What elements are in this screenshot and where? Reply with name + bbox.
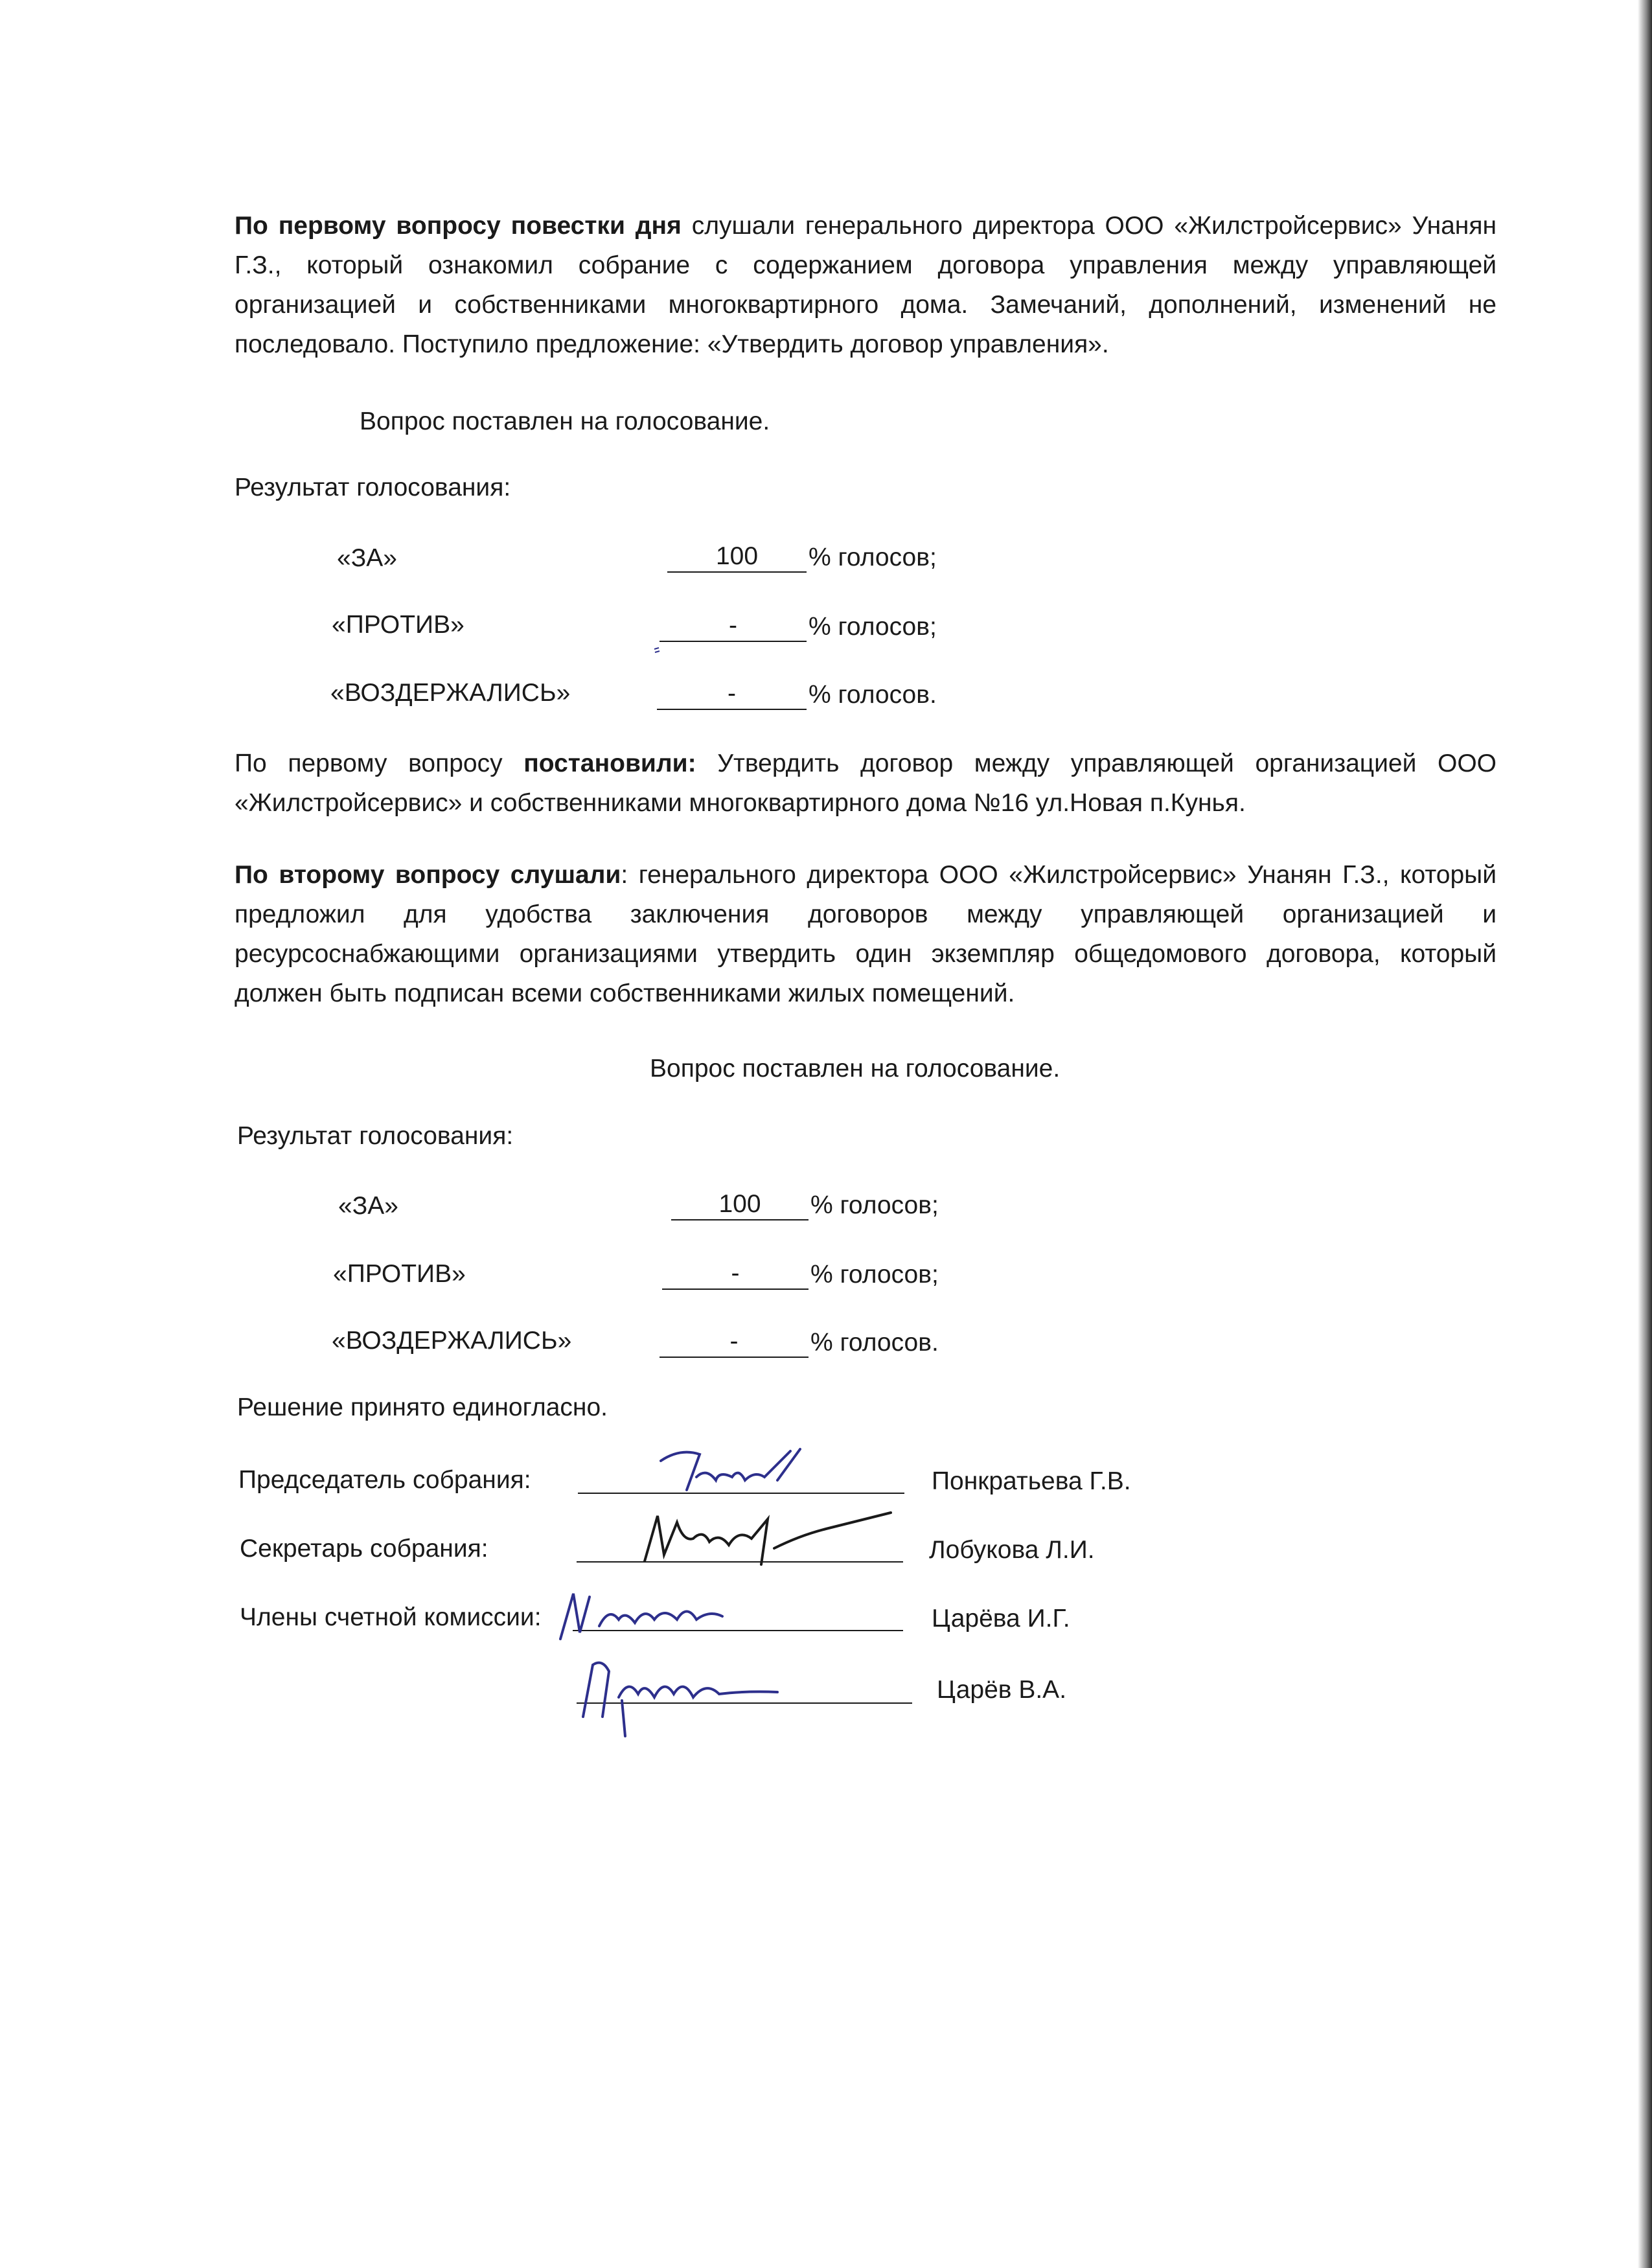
section2-vote-abstain-suffix: % голосов. [810,1329,939,1357]
section1-vote-against-label: «ПРОТИВ» [332,611,465,639]
section1-intro-text: слушали генерального директора ООО «Жилстройсервис» Унанян Г.З., который ознакомил собрание с содержанием договора управления между управляющей организацией и собственниками многоквартирного дома. Замечаний, дополнений, изменений не последовало. Поступило предложение: «Утвердить договор управления». [235,212,1497,358]
section1-vote-put: Вопрос поставлен на голосование. [360,407,770,435]
section2-intro-text: : генерального директора ООО «Жилстройсервис» Унанян Г.З., который предложил для удобства заключения договоров между управляющей организацией и ресурсоснабжающими организациями утвердить один экземпляр общедомового договора, который должен быть подписан всеми собственниками жилых помещений. [235,861,1497,1007]
section2-vote-abstain-label: «ВОЗДЕРЖАЛИСЬ» [332,1327,572,1355]
section1-decision-text: Утвердить договор между управляющей организацией ООО «Жилстройсервис» и собственниками многоквартирного дома №16 ул.Новая п.Кунья. [235,750,1497,817]
signature-name-commission-1: Царёва И.Г. [932,1605,1070,1632]
section1-vote-for-suffix: % голосов; [809,544,937,571]
section2-paragraph [235,855,1497,1013]
section1-result-title: Результат голосования: [235,474,511,501]
ink-dot [651,644,664,657]
section1-vote-abstain-label: «ВОЗДЕРЖАЛИСЬ» [330,679,571,707]
section2-unanimous: Решение принято единогласно. [237,1393,608,1421]
section1-intro-bold: По первому вопросу повестки дня [235,212,682,240]
signature-scribble-commission-1 [554,1581,748,1652]
section2-vote-for-value: 100 [671,1189,809,1220]
signature-role-commission: Члены счетной комиссии: [240,1603,542,1631]
section2-vote-against-label: «ПРОТИВ» [333,1260,466,1288]
section2-vote-abstain-value: - [660,1327,809,1358]
section1-vote-abstain-value: - [657,679,807,710]
section2-intro-bold: По второму вопросу слушали [235,861,621,889]
section1-decision-pre: По первому вопросу [235,750,524,777]
section2-result-title: Результат голосования: [237,1122,514,1150]
section2-vote-for-suffix: % голосов; [810,1191,939,1219]
section2-vote-against-suffix: % голосов; [810,1261,939,1289]
signature-name-commission-2: Царёв В.А. [937,1676,1067,1704]
signature-scribble-commission-2 [570,1645,784,1743]
section1-decision [235,744,1497,823]
section1-decision-bold: постановили: [523,750,696,777]
section1-paragraph [235,206,1497,364]
signature-role-secretary: Секретарь собрания: [240,1535,488,1563]
section1-vote-against-suffix: % голосов; [809,613,937,641]
signature-scribble-secretary [632,1503,904,1574]
section2-vote-against-value: - [662,1259,809,1290]
section1-vote-against-value: - [660,611,807,642]
scan-edge [1638,0,1652,2268]
signature-name-chairman: Понкратьева Г.В. [932,1467,1131,1495]
section2-vote-for-label: «ЗА» [338,1192,398,1220]
signature-role-chairman: Председатель собрания: [238,1466,531,1494]
section1-vote-for-value: 100 [667,542,807,573]
section1-vote-for-label: «ЗА» [337,544,397,572]
signature-scribble-chairman [641,1441,836,1500]
section1-vote-abstain-suffix: % голосов. [809,681,937,709]
signature-name-secretary: Лобукова Л.И. [929,1536,1095,1564]
section2-vote-put: Вопрос поставлен на голосование. [650,1055,1061,1082]
